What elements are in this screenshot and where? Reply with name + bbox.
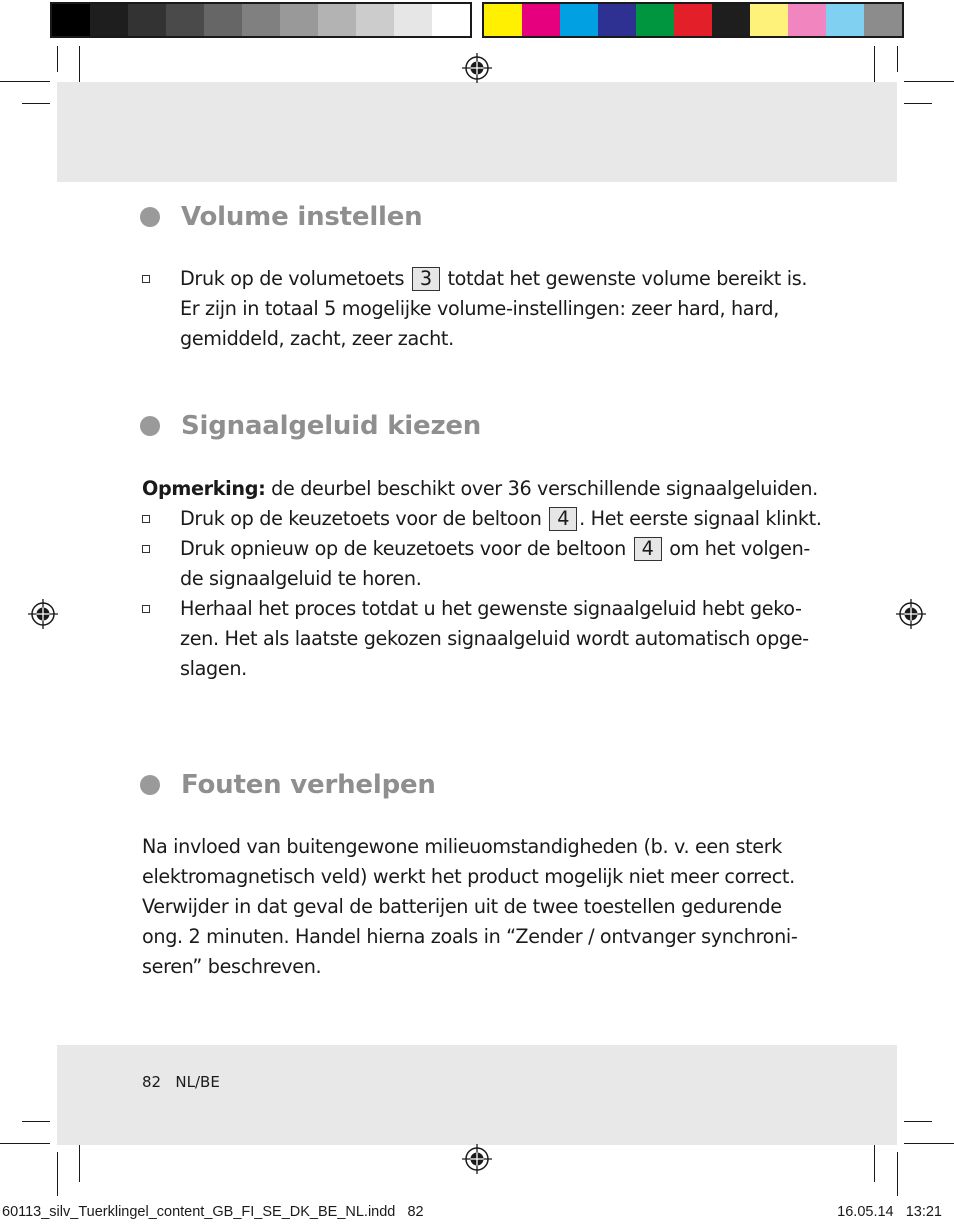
process-color-bar [482, 2, 904, 38]
item-text: totdat het gewenste volume bereikt is. Er zijn in totaal 5 mogelijke volume-instellingen: zeer hard, hard, gemiddeld, zacht, zeer zacht. [180, 267, 808, 350]
page-footer [142, 1073, 220, 1091]
crop-mark [0, 81, 50, 82]
gray-swatch [242, 4, 280, 36]
note-text: de deurbel beschikt over 36 verschillende signaalgeluiden. [271, 477, 818, 500]
crop-mark [57, 46, 58, 72]
section-heading-signal [140, 411, 481, 441]
header-band [57, 82, 897, 182]
key-reference-badge: 4 [549, 507, 577, 531]
color-swatch [826, 4, 864, 36]
file-slug: 60113_silv_Tuerklingel_content_GB_FI_SE_DK_BE_NL.indd 82 [2, 1204, 424, 1220]
crop-mark [0, 1143, 50, 1144]
list-item [142, 594, 822, 684]
color-swatch [712, 4, 750, 36]
item-text: Herhaal het proces totdat u het gewenste signaalgeluid hebt geko-zen. Het als laatste gekozen signaalgeluid wordt automatisch opge-slagen. [180, 597, 809, 680]
registration-target-icon [28, 599, 58, 629]
locale-label: NL/BE [175, 1073, 220, 1091]
color-swatch [484, 4, 522, 36]
registration-target-icon [462, 1144, 492, 1174]
crop-mark [904, 1143, 954, 1144]
crop-mark [22, 1121, 50, 1122]
hollow-square-icon [142, 275, 150, 283]
key-reference-badge: 3 [412, 267, 440, 291]
gray-swatch [166, 4, 204, 36]
color-swatch [522, 4, 560, 36]
list-item [142, 504, 822, 534]
hollow-square-icon [142, 545, 150, 553]
gray-swatch [432, 4, 470, 36]
color-swatch [864, 4, 902, 36]
section-heading-volume [140, 202, 423, 232]
section-title: Fouten verhelpen [181, 770, 436, 800]
gray-swatch [280, 4, 318, 36]
gray-swatch [318, 4, 356, 36]
crop-mark [79, 46, 80, 86]
gray-swatch [394, 4, 432, 36]
crop-mark [874, 46, 875, 86]
color-swatch [560, 4, 598, 36]
item-text: . Het eerste signaal klinkt. [579, 507, 822, 530]
item-text: Druk opnieuw op de keuzetoets voor de beltoon [180, 537, 626, 560]
signal-instructions [142, 474, 822, 684]
volume-instructions [142, 264, 822, 354]
crop-mark [22, 103, 50, 104]
crop-mark [904, 1121, 932, 1122]
gray-swatch [204, 4, 242, 36]
note-paragraph [142, 474, 822, 504]
gray-swatch [52, 4, 90, 36]
item-text: Druk op de volumetoets [180, 267, 405, 290]
date-slug: 16.05.14 13:21 [837, 1204, 942, 1220]
faults-paragraph: Na invloed van buitengewone milieuomstandigheden (b. v. een sterk elektromagnetisch veld) werkt het product mogelijk niet meer correct. Verwijder in dat geval de batterijen uit de twee toestellen gedurende ong. 2 minuten. Handel hierna zoals in “Zender / ontvanger synchroni-seren” beschreven. [142, 835, 798, 978]
color-swatch [788, 4, 826, 36]
item-text: Druk op de keuzetoets voor de beltoon [180, 507, 542, 530]
filled-circle-icon [140, 207, 160, 227]
filled-circle-icon [140, 416, 160, 436]
gray-swatch [90, 4, 128, 36]
hollow-square-icon [142, 605, 150, 613]
grayscale-color-bar [50, 2, 472, 38]
page-number: 82 [142, 1073, 162, 1091]
gray-swatch [356, 4, 394, 36]
crop-mark [897, 1152, 898, 1196]
section-heading-faults [140, 770, 436, 800]
section-title: Volume instellen [181, 202, 423, 232]
item-text: om het volgen-de signaalgeluid te horen. [180, 537, 810, 590]
section-title: Signaalgeluid kiezen [181, 411, 482, 441]
crop-mark [904, 81, 954, 82]
color-swatch [598, 4, 636, 36]
crop-mark [57, 1152, 58, 1196]
filled-circle-icon [140, 775, 160, 795]
color-swatch [636, 4, 674, 36]
footer-band [57, 1045, 897, 1145]
hollow-square-icon [142, 515, 150, 523]
list-item [142, 264, 822, 354]
color-swatch [750, 4, 788, 36]
gray-swatch [128, 4, 166, 36]
registration-target-icon [896, 599, 926, 629]
color-swatch [674, 4, 712, 36]
crop-mark [897, 46, 898, 72]
key-reference-badge: 4 [634, 537, 662, 561]
note-label: Opmerking: [142, 477, 266, 500]
crop-mark [904, 103, 932, 104]
list-item [142, 534, 822, 594]
registration-target-icon [462, 53, 492, 83]
